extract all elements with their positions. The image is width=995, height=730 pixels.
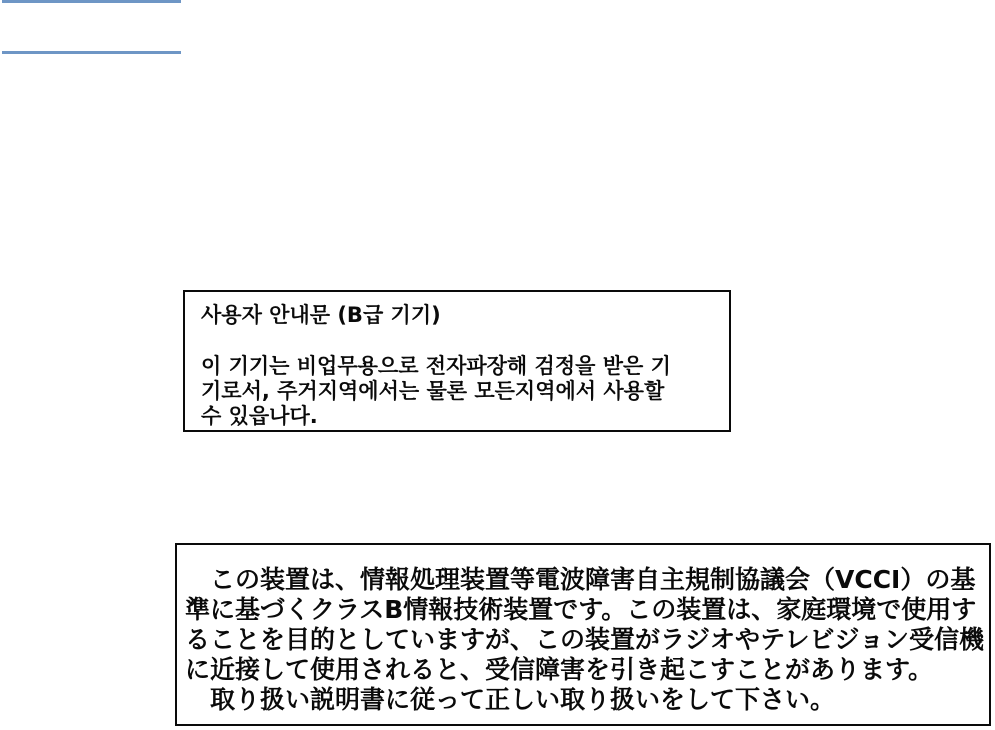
korean-notice-line: 수 있읍나다. [201, 404, 318, 428]
japanese-notice-line: この装置は、情報処理装置等電波障害自主規制協議会（VCCI）の基 [185, 565, 976, 594]
japanese-notice-line: 取り扱い説明書に従って正しい取り扱いをして下さい。 [185, 685, 836, 714]
korean-emi-notice-box [183, 290, 731, 432]
header-rule-bottom [2, 51, 181, 54]
korean-notice-line: 기로서, 주거지역에서는 물론 모든지역에서 사용할 [201, 379, 665, 403]
korean-notice-line: 이 기기는 비업무용으로 전자파장해 검정을 받은 기 [201, 354, 671, 378]
japanese-vcci-notice-box [175, 543, 991, 726]
korean-notice-title: 사용자 안내문 (B급 기기) [201, 303, 441, 327]
header-rule-top [2, 0, 181, 3]
japanese-notice-line: ることを目的としていますが、この装置がラジオやテレビジョン受信機 [185, 625, 985, 654]
korean-notice-body [201, 354, 715, 429]
japanese-notice-line: 準に基づくクラスB情報技術装置です。この装置は、家庭環境で使用す [185, 595, 977, 624]
japanese-notice-line: に近接して使用されると、受信障害を引き起こすことがあります。 [185, 655, 934, 684]
